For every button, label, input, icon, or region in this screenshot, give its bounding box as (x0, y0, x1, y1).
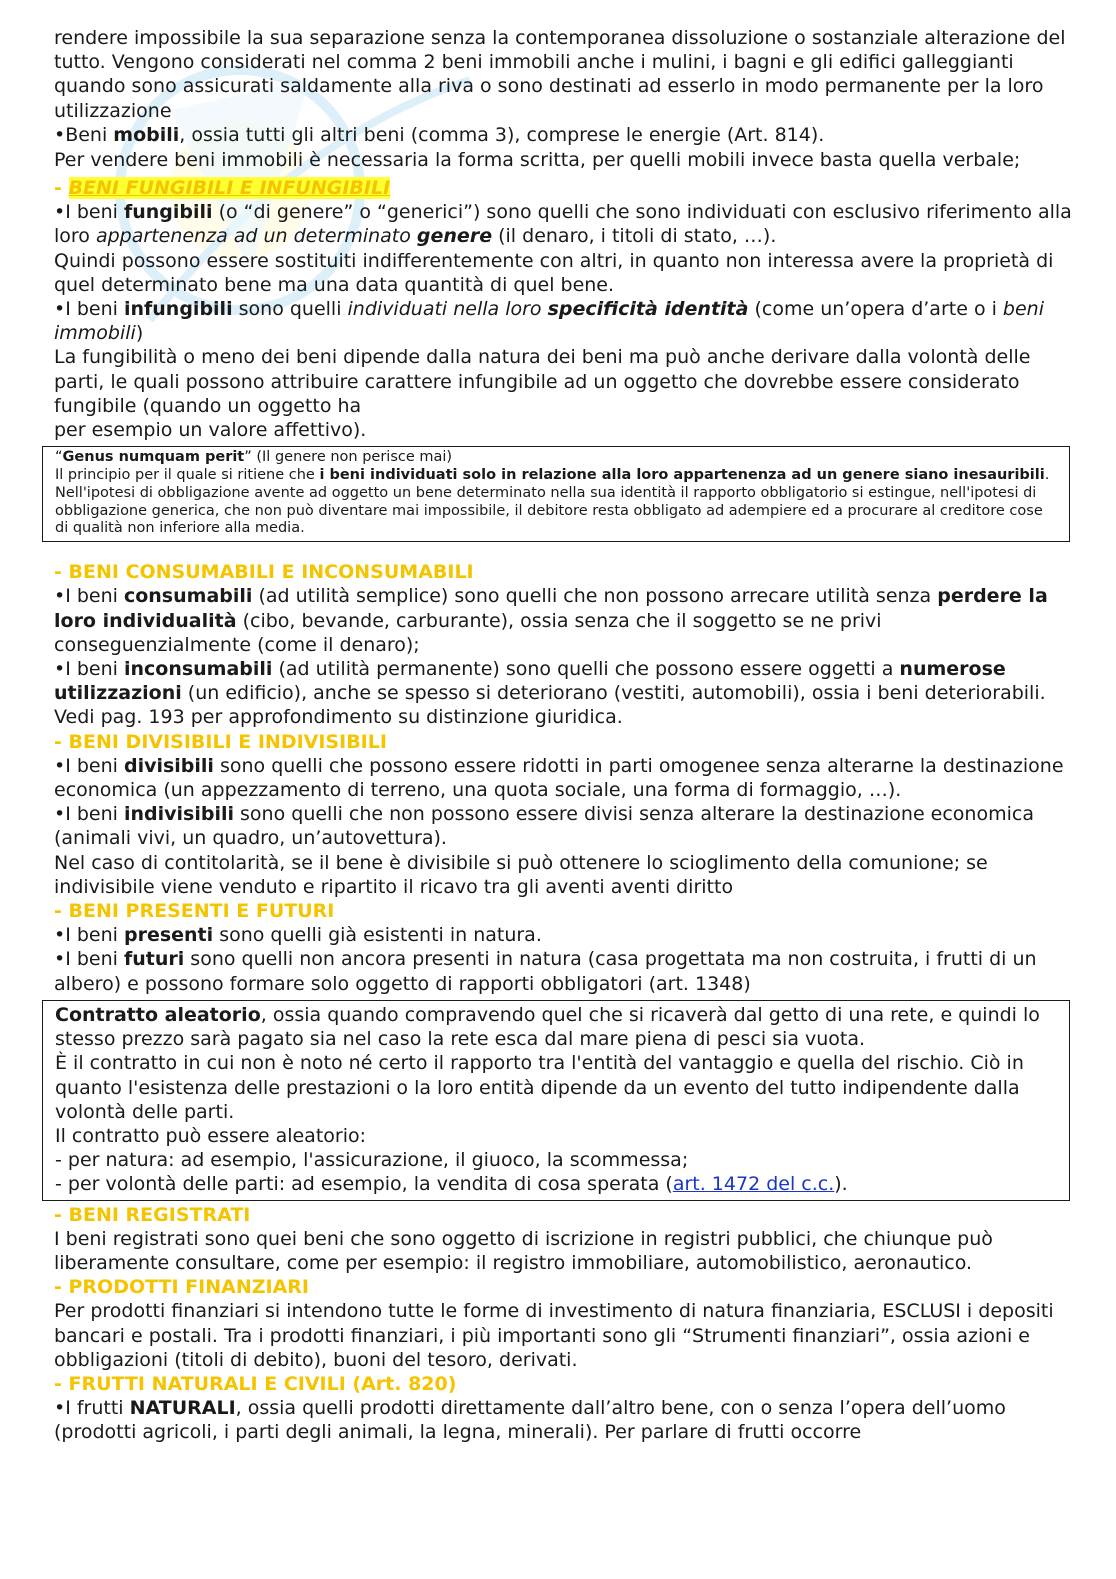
heading-frutti: - FRUTTI NATURALI E CIVILI (Art. 820) (54, 1372, 457, 1395)
fungibili-paragraph: •I beni fungibili (o “di genere” o “generici”) sono quelli che sono individuati con esclusivo riferimento alla loro appartenenza ad un determinato genere (il denaro, i titoli di stato, …). (54, 201, 1072, 248)
divisibili-paragraph: •I beni divisibili sono quelli che possono essere ridotti in parti omogenee senza alterarne la destinazione economica (un appezzamento di terreno, una quota sociale, una forma di formaggio, …). (54, 754, 1064, 802)
registrati-paragraph: I beni registrati sono quei beni che sono oggetto di iscrizione in registri pubblici, che chiunque può liberamente consultare, come per esempio: il registro immobiliare, automobilistico, aeronautico. (54, 1227, 993, 1274)
document-page (54, 26, 1074, 1445)
valore-affettivo-paragraph: per esempio un valore affettivo). (54, 419, 367, 442)
finanziari-paragraph: Per prodotti finanziari si intendono tutte le forme di investimento di natura finanziaria, ESCLUSI i depositi bancari e postali. Tra i prodotti finanziari, i più importanti sono gli “Strumenti finanziari”, ossia azioni e obbligazioni (titoli di debito), buoni del tesoro, derivati. (54, 1300, 1054, 1371)
futuri-paragraph: •I beni futuri sono quelli non ancora presenti in natura (casa progettata ma non costruita, i frutti di un albero) e possono formare solo oggetto di rapporti obbligatori (art. 1348) (54, 948, 1037, 995)
heading-divisibili: - BENI DIVISIBILI E INDIVISIBILI (54, 730, 387, 753)
heading-presenti-futuri: - BENI PRESENTI E FUTURI (54, 900, 335, 923)
heading-registrati: - BENI REGISTRATI (54, 1203, 251, 1226)
fungibilita-paragraph: La fungibilità o meno dei beni dipende dalla natura dei beni ma può anche derivare dalla volontà delle parti, le quali possono attribuire carattere infungibile ad un oggetto che dovrebbe essere considerato fungibile (quando un oggetto ha (54, 346, 1031, 417)
heading-fungibili: - BENI FUNGIBILI E INFUNGIBILI (54, 177, 391, 200)
aleatorio-line-2: È il contratto in cui non è noto né certo il rapporto tra l'entità del vantaggio e quella del rischio. Ciò in quanto l'esistenza delle prestazioni o la loro entità dipende da un evento del tutto indipendente dalla volontà delle parti. (55, 1052, 1024, 1123)
art-1472-link[interactable]: art. 1472 del c.c. (672, 1173, 835, 1196)
contitolarita-paragraph: Nel caso di contitolarità, se il bene è divisibile si può ottenere lo scioglimento della comunione; se indivisibile viene venduto e ripartito il ricavo tra gli aventi aventi diritto (54, 851, 988, 898)
sostituiti-paragraph: Quindi possono essere sostituiti indifferentemente con altri, in quanto non interessa avere la proprietà di quel determinato bene ma una data quantità di quel bene. (54, 249, 1054, 296)
genus-title: “Genus numquam perit” (Il genere non perisce mai) (55, 449, 453, 466)
beni-mobili-paragraph: •Beni mobili, ossia tutti gli altri beni (comma 3), comprese le energie (Art. 814). (54, 123, 825, 146)
aleatorio-line-5: - per volontà delle parti: ad esempio, la vendita di cosa sperata (art. 1472 del c.c.). (55, 1173, 848, 1196)
heading-finanziari: - PRODOTTI FINANZIARI (54, 1276, 309, 1299)
indivisibili-paragraph: •I beni indivisibili sono quelli che non possono essere divisi senza alterare la destinazione economica (animali vivi, un quadro, un’autovettura). (54, 803, 1034, 850)
presenti-paragraph: •I beni presenti sono quelli già esistenti in natura. (54, 924, 542, 947)
infungibili-paragraph: •I beni infungibili sono quelli individuati nella loro specificità identità (come un’opera d’arte o i beni immobili) (54, 298, 1044, 345)
inconsumabili-paragraph: •I beni inconsumabili (ad utilità permanente) sono quelli che possono essere oggetti a numerose utilizzazioni (un edificio), anche se spesso si deteriorano (vestiti, automobili), ossia i beni deteriorabili. (54, 658, 1046, 705)
vendere-paragraph: Per vendere beni immobili è necessaria la forma scritta, per quelli mobili invece basta quella verbale; (54, 149, 1021, 172)
frutti-naturali-paragraph: •I frutti NATURALI, ossia quelli prodotti direttamente dall’altro bene, con o senza l’opera dell’uomo (prodotti agricoli, i parti degli animali, la legna, minerali). Per parlare di frutti occorre (54, 1397, 1006, 1444)
consumabili-paragraph: •I beni consumabili (ad utilità semplice) sono quelli che non possono arrecare utilità senza perdere la loro individualità (cibo, bevande, carburante), ossia senza che il soggetto se ne privi conseguenzialmente (come il denaro); (54, 585, 1048, 656)
intro-paragraph: rendere impossibile la sua separazione senza la contemporanea dissoluzione o sostanziale alterazione del tutto. Vengono considerati nel comma 2 beni immobili anche i mulini, i bagni e gli edifici galleggianti quando sono assicurati saldamente alla riva o sono destinati ad esserlo in modo permanente per la loro utilizzazione (54, 27, 1066, 122)
heading-consumabili: - BENI CONSUMABILI E INCONSUMABILI (54, 561, 474, 584)
aleatorio-line-4: - per natura: ad esempio, l'assicurazione, il giuoco, la scommessa; (55, 1149, 689, 1172)
genus-text: Il principio per il quale si ritiene che i beni individuati solo in relazione alla loro appartenenza ad un genere siano inesauribili. Nell'ipotesi di obbligazione avente ad oggetto un bene determinato nella sua identità il rapporto obbligatorio si estingue, nell'ipotesi di obbligazione generica, che non può diventare mai impossibile, il debitore resta obbligato ad adempiere ed a procurare al creditore cose di qualità non inferiore alla media. (55, 467, 1050, 537)
genus-numquam-perit-box (42, 446, 1070, 542)
vedi-pag-paragraph: Vedi pag. 193 per approfondimento su distinzione giuridica. (54, 706, 623, 729)
aleatorio-line-1: Contratto aleatorio, ossia quando compravendo quel che si ricaverà dal getto di una rete, e quindi lo stesso prezzo sarà pagato sia nel caso la rete esca dal mare piena di pesci sia vuota. (55, 1003, 1040, 1051)
contratto-aleatorio-box (42, 1000, 1070, 1201)
aleatorio-line-3: Il contratto può essere aleatorio: (55, 1124, 367, 1147)
